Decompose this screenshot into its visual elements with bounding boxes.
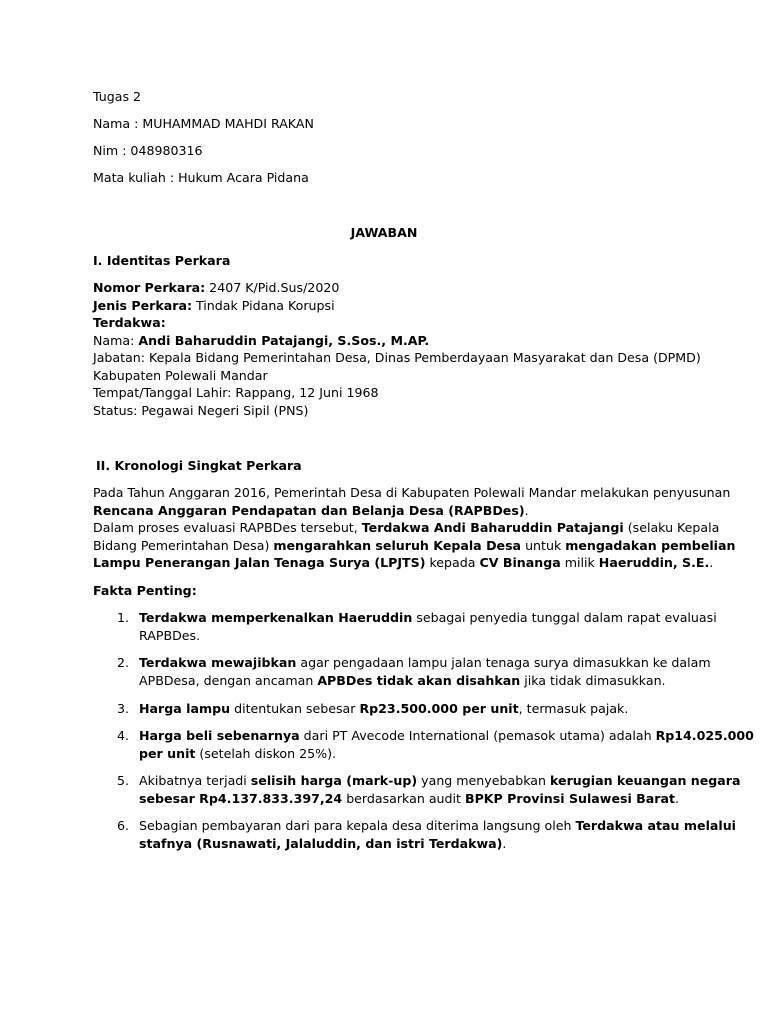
task-label: Tugas 2 xyxy=(93,89,142,104)
list-item: Terdakwa mewajibkan agar pengadaan lampu jalan tenaga surya dimasukkan ke dalam APBDesa, dengan ancaman APBDes tidak akan disahkan jika tidak dimasukkan. xyxy=(139,655,711,688)
chronology-line: Bidang Pemerintahan Desa) mengarahkan seluruh Kepala Desa untuk mengadakan pembelian xyxy=(93,537,736,553)
defendant-position-line2: Kabupaten Polewali Mandar xyxy=(93,367,268,383)
fact-number: 3. xyxy=(117,701,130,716)
defendant-label: Terdakwa: xyxy=(93,315,166,330)
fact-number: 2. xyxy=(117,655,130,670)
defendant-birth-line: Tempat/Tanggal Lahir: Rappang, 12 Juni 1968 xyxy=(93,385,379,400)
list-item: Sebagian pembayaran dari para kepala desa diterima langsung oleh Terdakwa atau melalui stafnya (Rusnawati, Jalaluddin, dan istri Terdakwa). xyxy=(139,818,736,851)
facts-heading: Fakta Penting: xyxy=(93,583,197,598)
answer-title: JAWABAN xyxy=(350,225,418,240)
course-name: Mata kuliah : Hukum Acara Pidana xyxy=(93,170,309,185)
fact-number: 1. xyxy=(117,610,130,625)
case-identity-block xyxy=(93,279,701,419)
fact-number: 4. xyxy=(117,728,130,743)
section2-heading: II. Kronologi Singkat Perkara xyxy=(96,458,302,473)
chronology-line: Rencana Anggaran Pendapatan dan Belanja Desa (RAPBDes). xyxy=(93,502,529,518)
case-number-line: Nomor Perkara: 2407 K/Pid.Sus/2020 xyxy=(93,280,340,295)
defendant-name-line: Nama: Andi Baharuddin Patajangi, S.Sos., M.AP. xyxy=(93,332,430,348)
fact-number: 6. xyxy=(117,818,130,833)
chronology-line: Lampu Penerangan Jalan Tenaga Surya (LPJTS) kepada CV Binanga milik Haeruddin, S.E.. xyxy=(93,555,714,570)
defendant-position-line1: Jabatan: Kepala Bidang Pemerintahan Desa, Dinas Pemberdayaan Masyarakat dan Desa (DPMD) xyxy=(93,350,701,365)
list-item: Harga beli sebenarnya dari PT Avecode International (pemasok utama) adalah Rp14.025.000 per unit (setelah diskon 25%). xyxy=(139,728,754,761)
section1-heading: I. Identitas Perkara xyxy=(93,253,231,268)
list-item: Harga lampu ditentukan sebesar Rp23.500.000 per unit, termasuk pajak. xyxy=(139,701,629,716)
list-item: Terdakwa memperkenalkan Haeruddin sebagai penyedia tunggal dalam rapat evaluasi RAPBDes. xyxy=(139,610,717,643)
fact-number: 5. xyxy=(117,773,130,788)
student-name: Nama : MUHAMMAD MAHDI RAKAN xyxy=(93,116,314,131)
case-type-line: Jenis Perkara: Tindak Pidana Korupsi xyxy=(93,297,335,313)
defendant-status-line: Status: Pegawai Negeri Sipil (PNS) xyxy=(93,402,309,418)
list-item: Akibatnya terjadi selisih harga (mark-up) yang menyebabkan kerugian keuangan negara sebesar Rp4.137.833.397,24 berdasarkan audit BPKP Provinsi Sulawesi Barat. xyxy=(139,773,741,806)
chronology-line: Dalam proses evaluasi RAPBDes tersebut, Terdakwa Andi Baharuddin Patajangi (selaku Kepala xyxy=(93,520,720,535)
chronology-line: Pada Tahun Anggaran 2016, Pemerintah Desa di Kabupaten Polewali Mandar melakukan penyusunan xyxy=(93,485,731,500)
student-nim: Nim : 048980316 xyxy=(93,143,203,158)
chronology-paragraph xyxy=(93,484,736,572)
